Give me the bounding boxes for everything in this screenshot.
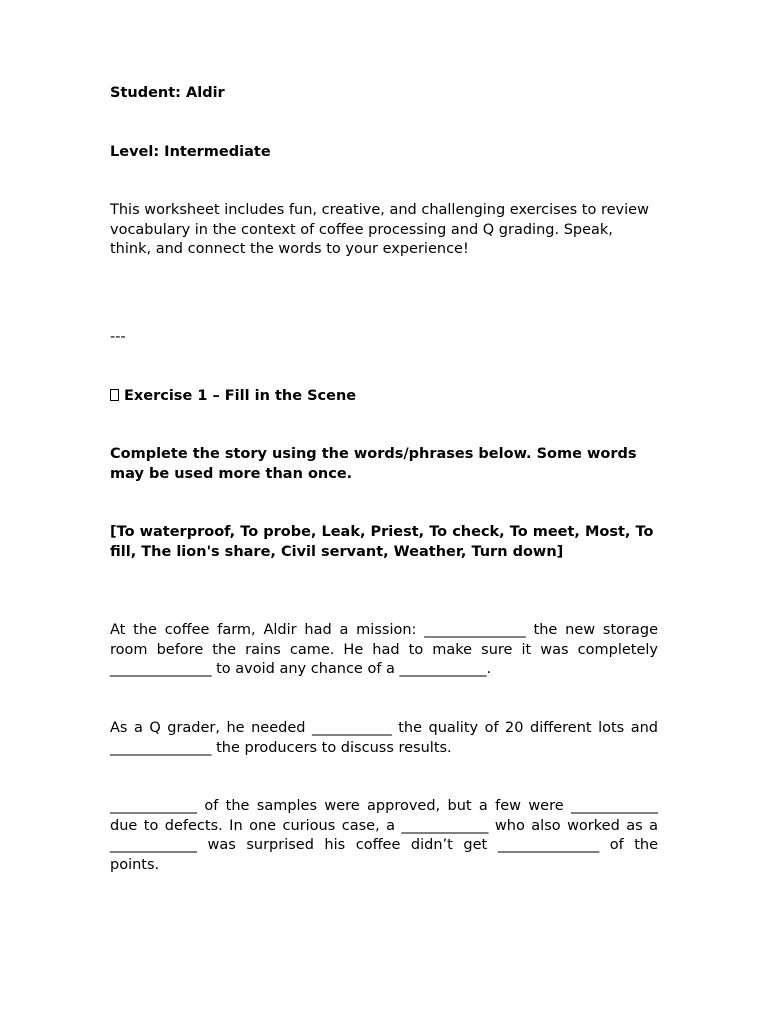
story-paragraph-1: At the coffee farm, Aldir had a mission: ______________ the new storage room before the rains came. He had to make sure it was completely ______________ to avoid any chance of a ____________. (110, 622, 658, 678)
student-name: Student: Aldir (110, 85, 225, 101)
word-bank: [To waterproof, To probe, Leak, Priest, To check, To meet, Most, To fill, The lion's share, Civil servant, Weather, Turn down] (110, 524, 654, 560)
section-separator: --- (110, 329, 126, 345)
story-paragraph-3: ____________ of the samples were approved, but a few were ____________ due to defects. In one curious case, a ____________ who also worked as a ____________ was surprised his coffee didn’t get ______________ of the points. (110, 798, 658, 873)
missing-glyph-icon (110, 389, 119, 401)
intro-paragraph: This worksheet includes fun, creative, and challenging exercises to review vocabulary in the context of coffee processing and Q grading. Speak, think, and connect the words to your experience! (110, 202, 649, 258)
story-paragraph-2: As a Q grader, he needed ___________ the quality of 20 different lots and ______________ the producers to discuss results. (110, 720, 658, 756)
exercise-1-instruction: Complete the story using the words/phrases below. Some words may be used more than once. (110, 446, 637, 482)
exercise-1-heading (110, 387, 658, 407)
exercise-1-title: Exercise 1 – Fill in the Scene (124, 388, 357, 404)
student-level: Level: Intermediate (110, 144, 271, 160)
